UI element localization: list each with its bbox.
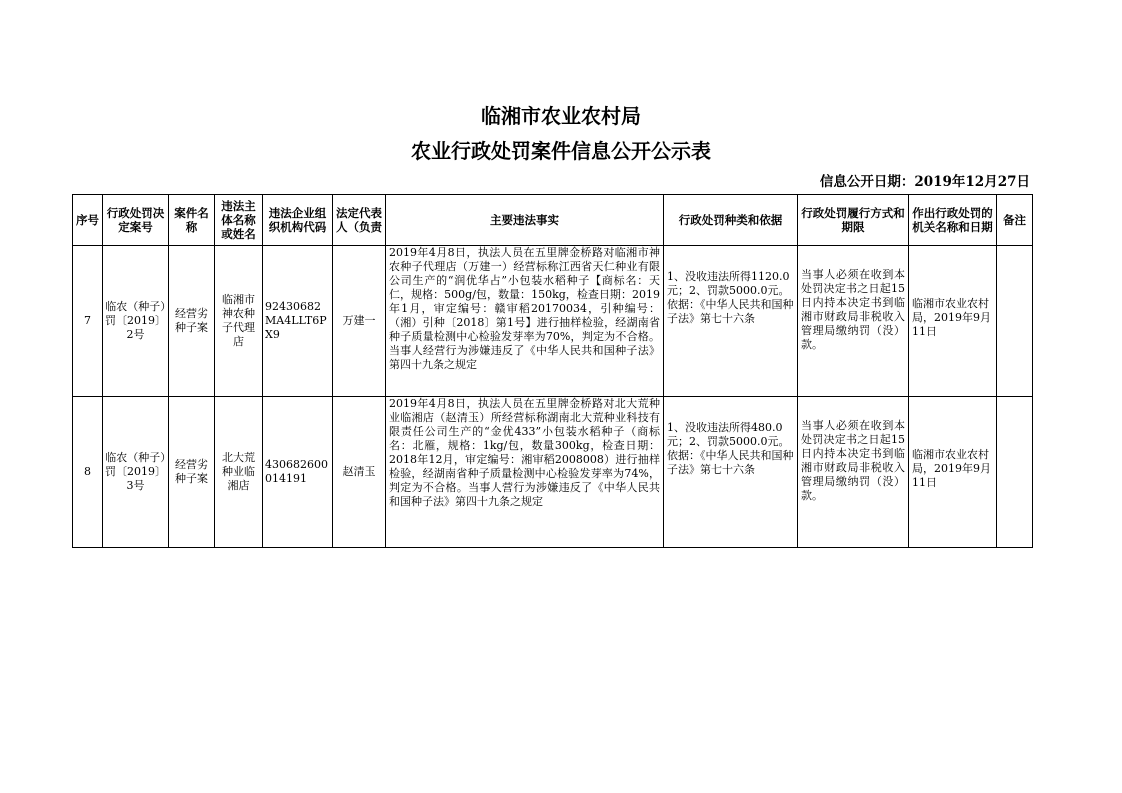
- publish-date: 信息公开日期：2019年12月27日: [819, 174, 1030, 190]
- table-row: [73, 397, 1033, 548]
- cell-org-code: 92430682MA4LLT6PX9: [263, 246, 333, 397]
- cell-penalty: 1、没收违法所得1120.0元；2、罚款5000.0元。依据：《中华人民共和国种子法》第七十六条: [664, 246, 798, 397]
- column-header: 违法主体名称或姓名: [215, 195, 263, 246]
- cell-facts: 2019年4月8日，执法人员在五里牌金桥路对北大荒种业临湘店（赵清玉）所经营标称湖南北大荒种业科技有限责任公司生产的“金优433”小包装水稻种子（商标名：北雁，规格：1kg/包，数量300kg，检查日期：2018年12月，审定编号：湘审稻2008008）进行抽样检验，经湖南省种子质量检测中心检验发芽率为74%，判定为不合格。当事人营行为涉嫌违反了《中华人民共和国种子法》第四十九条之规定: [386, 397, 664, 548]
- cell-performance: 当事人必须在收到本处罚决定书之日起15日内持本决定书到临湘市财政局非税收入管理局缴纳罚（没）款。: [798, 397, 909, 548]
- cell-party: 临湘市神农种子代理店: [215, 246, 263, 397]
- cell-case-no: 临农（种子）罚〔2019〕3号: [103, 397, 169, 548]
- cell-performance: 当事人必须在收到本处罚决定书之日起15日内持本决定书到临湘市财政局非税收入管理局缴纳罚（没）款。: [798, 246, 909, 397]
- cell-remark: [997, 397, 1033, 548]
- cell-remark: [997, 246, 1033, 397]
- cell-org-code: 430682600014191: [263, 397, 333, 548]
- page-title: 临湘市农业农村局: [481, 104, 641, 128]
- column-header: 备注: [997, 195, 1033, 246]
- column-header: 行政处罚种类和依据: [664, 195, 798, 246]
- table-header-row: [73, 195, 1033, 246]
- cell-case-no: 临农（种子）罚〔2019〕2号: [103, 246, 169, 397]
- table-row: [73, 246, 1033, 397]
- cell-party: 北大荒种业临湘店: [215, 397, 263, 548]
- cell-representative: 万建一: [333, 246, 386, 397]
- column-header: 作出行政处罚的机关名称和日期: [909, 195, 997, 246]
- page-subtitle: 农业行政处罚案件信息公开公示表: [411, 139, 711, 163]
- column-header: 法定代表人（负责: [333, 195, 386, 246]
- cell-case-name: 经营劣种子案: [169, 246, 215, 397]
- column-header: 主要违法事实: [386, 195, 664, 246]
- cell-no: 8: [73, 397, 103, 548]
- cell-case-name: 经营劣种子案: [169, 397, 215, 548]
- column-header: 序号: [73, 195, 103, 246]
- column-header: 违法企业组织机构代码: [263, 195, 333, 246]
- column-header: 行政处罚决定案号: [103, 195, 169, 246]
- cell-no: 7: [73, 246, 103, 397]
- column-header: 行政处罚履行方式和期限: [798, 195, 909, 246]
- cell-representative: 赵清玉: [333, 397, 386, 548]
- cell-authority: 临湘市农业农村局，2019年9月11日: [909, 397, 997, 548]
- cell-authority: 临湘市农业农村局，2019年9月11日: [909, 246, 997, 397]
- cell-penalty: 1、没收违法所得480.0元；2、罚款5000.0元。依据：《中华人民共和国种子法》第七十六条: [664, 397, 798, 548]
- penalty-table: [72, 194, 1033, 548]
- column-header: 案件名称: [169, 195, 215, 246]
- cell-facts: 2019年4月8日，执法人员在五里牌金桥路对临湘市神农种子代理店（万建一）经营标称江西省天仁种业有限公司生产的“润优华占”小包装水稻种子【商标名：天仁，规格：500g/包，数量：150kg，检查日期：2019年1月，审定编号：赣审稻20170034，引种编号：（湘）引种〔2018〕第1号】进行抽样检验，经湖南省种子质量检测中心检验发芽率为70%，判定为不合格。当事人经营行为涉嫌违反了《中华人民共和国种子法》第四十九条之规定: [386, 246, 664, 397]
